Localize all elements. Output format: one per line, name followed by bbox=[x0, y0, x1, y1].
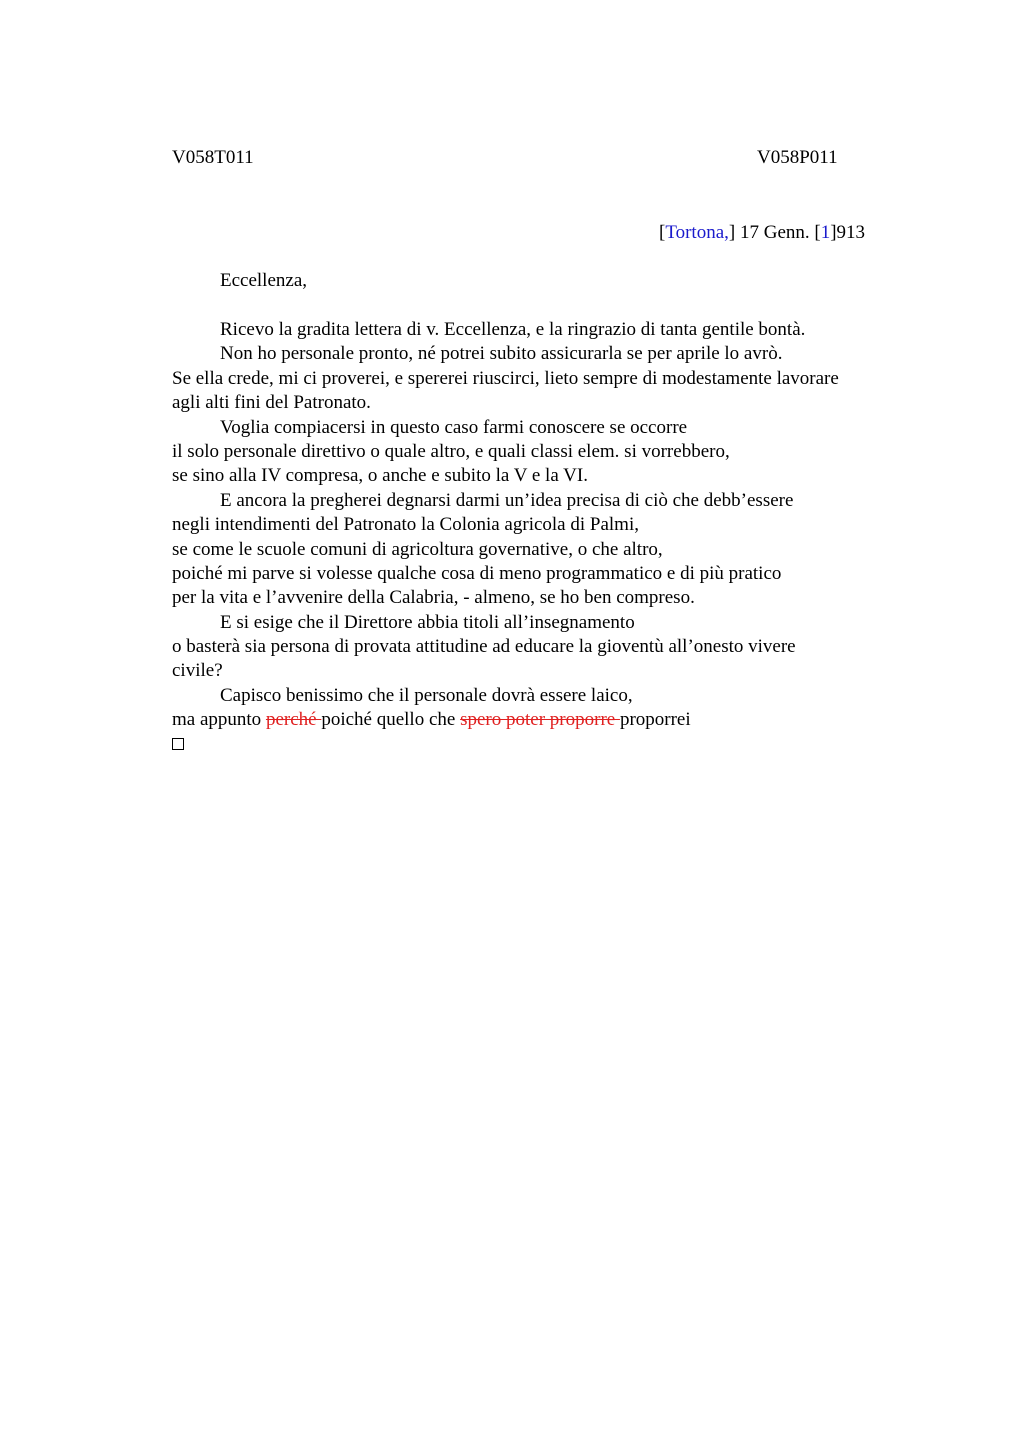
document-code-left: V058T011 bbox=[172, 147, 254, 168]
document-code-right: V058P011 bbox=[757, 147, 838, 168]
text-segment: proporrei bbox=[619, 709, 691, 731]
checkbox-line bbox=[172, 733, 912, 757]
deleted-text: spero poter proporre bbox=[460, 709, 620, 731]
paragraph-line: Se ella crede, mi ci proverei, e spererei riuscirci, lieto sempre di modestamente lavorare bbox=[172, 367, 839, 389]
paragraph-line: E ancora la pregherei degnarsi darmi un’idea precisa di ciò che debb’essere bbox=[220, 489, 794, 511]
paragraph-line: o basterà sia persona di provata attitudine ad educare la gioventù all’onesto vivere bbox=[172, 636, 796, 658]
paragraph-line: se sino alla IV compresa, o anche e subito la V e la VI. bbox=[172, 465, 588, 487]
paragraph-line: Ricevo la gradita lettera di v. Eccellenza, e la ringrazio di tanta gentile bontà. bbox=[220, 319, 806, 340]
checkbox-icon bbox=[172, 738, 184, 750]
text-segment: poiché quello che bbox=[321, 709, 461, 731]
paragraph-line: per la vita e l’avvenire della Calabria, - almeno, se ho ben compreso. bbox=[172, 587, 695, 609]
paragraph-line: poiché mi parve si volesse qualche cosa di meno programmatico e di più pratico bbox=[172, 562, 782, 584]
paragraph-line: Capisco benissimo che il personale dovrà essere laico, bbox=[220, 684, 633, 706]
paragraph-line: E si esige che il Direttore abbia titoli all’insegnamento bbox=[220, 611, 635, 633]
dateline-bracket: [ bbox=[659, 222, 666, 243]
paragraph-line-with-deletions bbox=[172, 708, 912, 732]
dateline-place: Tortona, bbox=[665, 222, 729, 243]
paragraph-line: negli intendimenti del Patronato la Colonia agricola di Palmi, bbox=[172, 514, 639, 536]
dateline-year: ]913 bbox=[830, 222, 866, 243]
dateline bbox=[659, 222, 865, 244]
dateline-date: ] 17 Genn. [ bbox=[728, 222, 821, 243]
paragraph-line: agli alti fini del Patronato. bbox=[172, 392, 371, 414]
dateline-year-insert: 1 bbox=[820, 222, 831, 243]
paragraph-line: Non ho personale pronto, né potrei subito assicurarla se per aprile lo avrò. bbox=[220, 343, 783, 365]
paragraph-line: civile? bbox=[172, 660, 223, 682]
salutation: Eccellenza, bbox=[220, 270, 308, 291]
text-segment: ma appunto bbox=[172, 709, 266, 731]
paragraph-line: se come le scuole comuni di agricoltura governative, o che altro, bbox=[172, 538, 663, 560]
deleted-text: perché bbox=[265, 709, 322, 731]
paragraph-line: il solo personale direttivo o quale altro, e quali classi elem. si vorrebbero, bbox=[172, 440, 730, 462]
paragraph-line: Voglia compiacersi in questo caso farmi conoscere se occorre bbox=[220, 416, 688, 438]
letter-body bbox=[172, 318, 912, 757]
